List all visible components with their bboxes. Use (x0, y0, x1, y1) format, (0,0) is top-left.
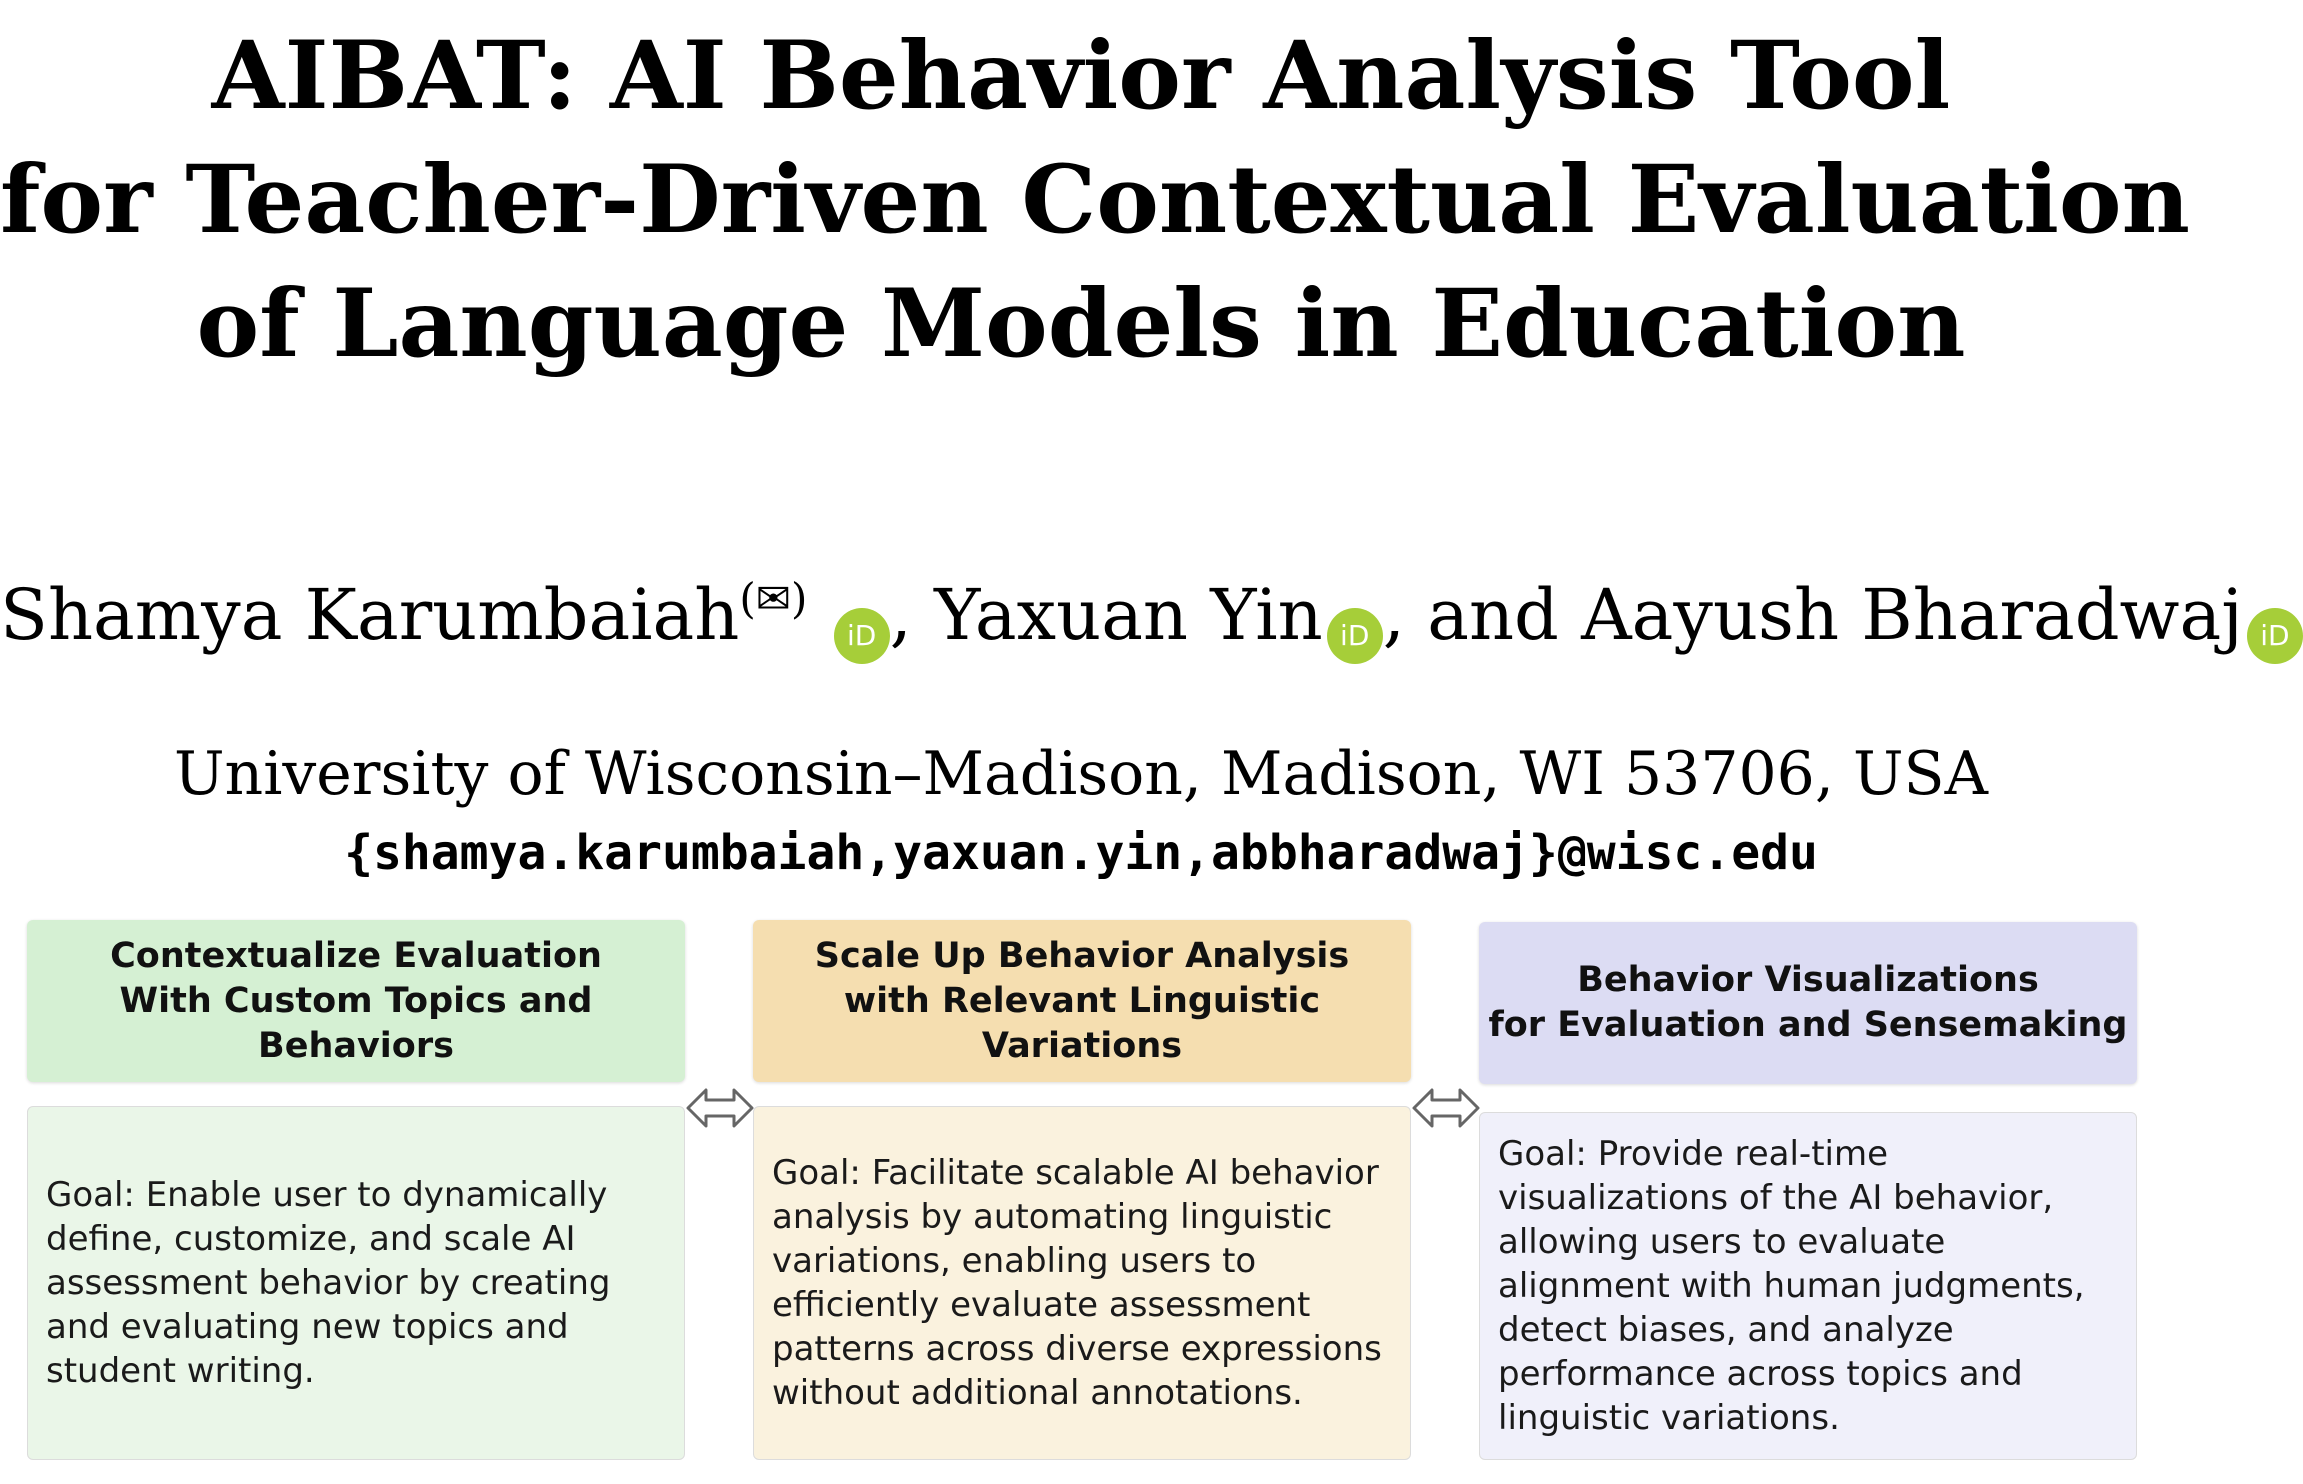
panel-2-heading-line-2: with Relevant Linguistic Variations (843, 980, 1321, 1066)
panel-2-heading (753, 920, 1411, 1082)
panel-3-goal (1479, 1112, 2137, 1460)
panel-1-goal-text: Goal: Enable user to dynamically define, customize, and scale AI assessment behavior by creating and evaluating new topics and student writing. (46, 1175, 611, 1391)
orcid-icon[interactable]: iD (834, 608, 890, 664)
separator: , and (1382, 574, 1582, 656)
double-arrow-icon (1410, 1085, 1482, 1131)
author-name: Yaxuan Yin (934, 574, 1323, 656)
separator: , (889, 574, 935, 656)
panel-1-goal (27, 1106, 685, 1460)
author-name: Aayush Bharadwaj (1581, 574, 2243, 656)
orcid-icon[interactable]: iD (1327, 608, 1383, 664)
panel-3-heading (1479, 922, 2137, 1084)
author-emails[interactable]: {shamya.karumbaiah,yaxuan.yin,abbharadwaj}@wisc.edu (344, 825, 1818, 881)
title-line-3: of Language Models in Education (196, 269, 1966, 379)
panel-3-heading-line-1: Behavior Visualizations (1577, 960, 2039, 1000)
panel-3-heading-line-2: for Evaluation and Sensemaking (1488, 1005, 2128, 1045)
panel-1-heading-line-1: Contextualize Evaluation (110, 935, 602, 976)
corresponding-mark: (✉) (739, 574, 808, 623)
title-line-2: for Teacher-Driven Contextual Evaluation (0, 145, 2190, 255)
panel-1-heading-line-2: With Custom Topics and Behaviors (119, 980, 593, 1066)
paper-title (0, 14, 2190, 386)
author-list (0, 570, 2290, 664)
orcid-icon[interactable]: iD (2247, 608, 2303, 664)
title-line-1: AIBAT: AI Behavior Analysis Tool (211, 21, 1951, 131)
panel-2-heading-line-1: Scale Up Behavior Analysis (814, 935, 1350, 976)
panel-2-goal-text: Goal: Facilitate scalable AI behavior analysis by automating linguistic variations, enabling users to efficiently evaluate assessment patterns across diverse expressions without additional annotations. (772, 1153, 1382, 1413)
panel-1-heading (27, 920, 685, 1082)
author-name: Shamya Karumbaiah (0, 574, 740, 656)
double-arrow-icon (684, 1085, 756, 1131)
panel-2-goal (753, 1106, 1411, 1460)
affiliation: University of Wisconsin–Madison, Madison, WI 53706, USA (173, 739, 1988, 809)
panel-3-goal-text: Goal: Provide real-time visualizations of the AI behavior, allowing users to evaluate alignment with human judgments, detect biases, and analyze performance across topics and linguistic variations. (1498, 1134, 2085, 1438)
